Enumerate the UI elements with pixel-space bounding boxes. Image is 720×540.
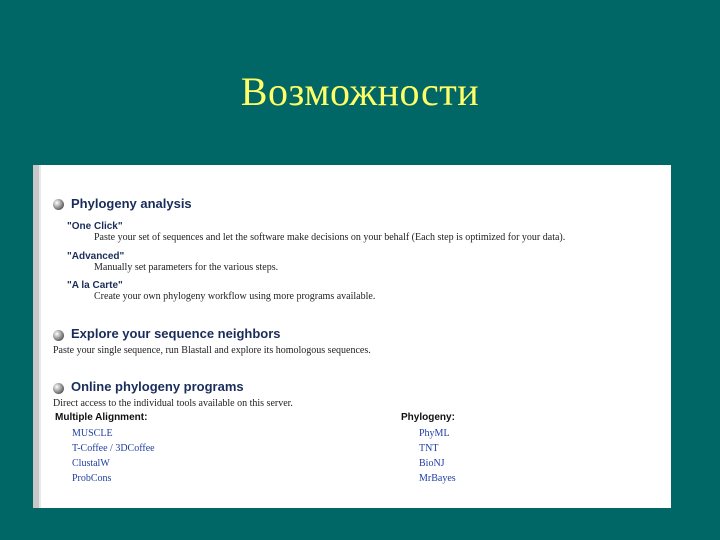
tool-link-clustalw[interactable]: ClustalW <box>72 458 110 469</box>
bullet-icon <box>53 199 64 210</box>
mode-description-advanced: Manually set parameters for the various steps. <box>94 262 279 273</box>
bullet-icon <box>53 383 64 394</box>
mode-description-a-la-carte: Create your own phylogeny workflow using more programs available. <box>94 291 376 302</box>
mode-description-one-click: Paste your set of sequences and let the software make decisions on your behalf (Each step is optimized for your data). <box>94 232 566 243</box>
tool-link-phyml[interactable]: PhyML <box>419 428 450 439</box>
tool-link-muscle[interactable]: MUSCLE <box>72 428 113 439</box>
bullet-icon <box>53 330 64 341</box>
tool-link-tnt[interactable]: TNT <box>419 443 439 454</box>
tool-link-t-coffee[interactable]: T-Coffee / 3DCoffee <box>72 443 155 454</box>
column-header-multiple-alignment: Multiple Alignment: <box>55 412 148 423</box>
section-heading-phylogeny-analysis[interactable]: Phylogeny analysis <box>71 196 192 211</box>
slide-title: Возможности <box>240 69 480 114</box>
tool-link-mrbayes[interactable]: MrBayes <box>419 473 456 484</box>
tool-link-probcons[interactable]: ProbCons <box>72 473 112 484</box>
section-heading-online-programs[interactable]: Online phylogeny programs <box>71 379 244 394</box>
mode-label-one-click[interactable]: "One Click" <box>67 221 123 232</box>
tool-link-bionj[interactable]: BioNJ <box>419 458 445 469</box>
column-header-phylogeny: Phylogeny: <box>401 412 455 423</box>
mode-label-a-la-carte[interactable]: "A la Carte" <box>67 280 123 291</box>
section-description-explore-neighbors: Paste your single sequence, run Blastall and explore its homologous sequences. <box>53 345 371 356</box>
website-screenshot <box>33 165 671 508</box>
left-border-inner <box>39 165 41 508</box>
section-heading-explore-neighbors[interactable]: Explore your sequence neighbors <box>71 326 281 341</box>
section-description-online-programs: Direct access to the individual tools available on this server. <box>53 398 293 409</box>
mode-label-advanced[interactable]: "Advanced" <box>67 251 125 262</box>
